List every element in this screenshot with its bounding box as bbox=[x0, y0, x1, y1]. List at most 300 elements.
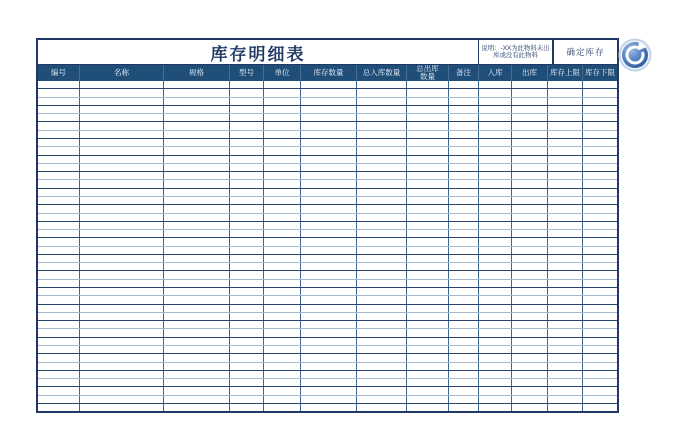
table-cell[interactable] bbox=[583, 321, 617, 328]
table-cell[interactable] bbox=[357, 255, 407, 262]
table-cell[interactable] bbox=[512, 147, 548, 154]
table-cell[interactable] bbox=[38, 379, 80, 386]
table-cell[interactable] bbox=[38, 164, 80, 171]
table-cell[interactable] bbox=[407, 222, 449, 229]
table-cell[interactable] bbox=[357, 371, 407, 378]
table-cell[interactable] bbox=[38, 354, 80, 361]
table-cell[interactable] bbox=[264, 189, 301, 196]
table-cell[interactable] bbox=[407, 346, 449, 353]
table-cell[interactable] bbox=[38, 114, 80, 121]
table-cell[interactable] bbox=[548, 214, 583, 221]
table-cell[interactable] bbox=[548, 222, 583, 229]
table-cell[interactable] bbox=[38, 329, 80, 336]
table-cell[interactable] bbox=[164, 313, 230, 320]
table-cell[interactable] bbox=[357, 180, 407, 187]
table-cell[interactable] bbox=[80, 387, 164, 394]
table-cell[interactable] bbox=[479, 81, 512, 88]
table-cell[interactable] bbox=[449, 329, 479, 336]
table-cell[interactable] bbox=[583, 197, 617, 204]
table-cell[interactable] bbox=[583, 164, 617, 171]
table-cell[interactable] bbox=[583, 222, 617, 229]
table-cell[interactable] bbox=[407, 321, 449, 328]
table-cell[interactable] bbox=[230, 379, 264, 386]
table-cell[interactable] bbox=[449, 296, 479, 303]
table-cell[interactable] bbox=[38, 321, 80, 328]
table-cell[interactable] bbox=[449, 313, 479, 320]
table-cell[interactable] bbox=[449, 89, 479, 96]
table-cell[interactable] bbox=[548, 180, 583, 187]
table-cell[interactable] bbox=[583, 329, 617, 336]
table-cell[interactable] bbox=[264, 180, 301, 187]
table-cell[interactable] bbox=[80, 189, 164, 196]
table-cell[interactable] bbox=[449, 338, 479, 345]
table-cell[interactable] bbox=[548, 379, 583, 386]
table-cell[interactable] bbox=[301, 404, 357, 411]
table-cell[interactable] bbox=[357, 379, 407, 386]
table-cell[interactable] bbox=[264, 387, 301, 394]
table-cell[interactable] bbox=[479, 338, 512, 345]
table-cell[interactable] bbox=[230, 363, 264, 370]
table-cell[interactable] bbox=[548, 387, 583, 394]
table-cell[interactable] bbox=[479, 205, 512, 212]
table-cell[interactable] bbox=[548, 363, 583, 370]
table-cell[interactable] bbox=[407, 338, 449, 345]
table-cell[interactable] bbox=[407, 255, 449, 262]
table-cell[interactable] bbox=[407, 288, 449, 295]
table-cell[interactable] bbox=[449, 305, 479, 312]
table-cell[interactable] bbox=[449, 214, 479, 221]
table-cell[interactable] bbox=[264, 139, 301, 146]
table-cell[interactable] bbox=[357, 263, 407, 270]
table-cell[interactable] bbox=[548, 296, 583, 303]
table-cell[interactable] bbox=[449, 205, 479, 212]
table-cell[interactable] bbox=[164, 296, 230, 303]
table-cell[interactable] bbox=[407, 189, 449, 196]
table-cell[interactable] bbox=[264, 363, 301, 370]
table-cell[interactable] bbox=[80, 305, 164, 312]
table-cell[interactable] bbox=[357, 131, 407, 138]
table-cell[interactable] bbox=[230, 230, 264, 237]
table-cell[interactable] bbox=[548, 139, 583, 146]
table-cell[interactable] bbox=[164, 189, 230, 196]
table-cell[interactable] bbox=[583, 379, 617, 386]
table-cell[interactable] bbox=[357, 313, 407, 320]
table-cell[interactable] bbox=[583, 205, 617, 212]
table-cell[interactable] bbox=[479, 255, 512, 262]
table-cell[interactable] bbox=[80, 222, 164, 229]
table-cell[interactable] bbox=[479, 222, 512, 229]
table-cell[interactable] bbox=[357, 280, 407, 287]
table-cell[interactable] bbox=[357, 329, 407, 336]
table-cell[interactable] bbox=[301, 255, 357, 262]
table-cell[interactable] bbox=[301, 147, 357, 154]
table-cell[interactable] bbox=[264, 81, 301, 88]
table-cell[interactable] bbox=[512, 338, 548, 345]
table-cell[interactable] bbox=[264, 346, 301, 353]
table-cell[interactable] bbox=[548, 197, 583, 204]
table-cell[interactable] bbox=[264, 238, 301, 245]
table-cell[interactable] bbox=[357, 147, 407, 154]
table-cell[interactable] bbox=[548, 205, 583, 212]
table-cell[interactable] bbox=[301, 89, 357, 96]
table-cell[interactable] bbox=[357, 81, 407, 88]
table-cell[interactable] bbox=[449, 122, 479, 129]
table-cell[interactable] bbox=[164, 354, 230, 361]
table-cell[interactable] bbox=[357, 197, 407, 204]
table-cell[interactable] bbox=[264, 305, 301, 312]
table-cell[interactable] bbox=[301, 139, 357, 146]
table-cell[interactable] bbox=[548, 247, 583, 254]
table-cell[interactable] bbox=[512, 131, 548, 138]
table-cell[interactable] bbox=[230, 346, 264, 353]
table-cell[interactable] bbox=[38, 172, 80, 179]
table-cell[interactable] bbox=[230, 106, 264, 113]
table-cell[interactable] bbox=[407, 296, 449, 303]
table-cell[interactable] bbox=[164, 255, 230, 262]
table-cell[interactable] bbox=[80, 238, 164, 245]
table-cell[interactable] bbox=[449, 98, 479, 105]
table-cell[interactable] bbox=[38, 147, 80, 154]
table-cell[interactable] bbox=[230, 387, 264, 394]
table-cell[interactable] bbox=[301, 238, 357, 245]
table-cell[interactable] bbox=[583, 387, 617, 394]
table-cell[interactable] bbox=[407, 238, 449, 245]
table-cell[interactable] bbox=[301, 305, 357, 312]
table-cell[interactable] bbox=[512, 280, 548, 287]
table-cell[interactable] bbox=[449, 263, 479, 270]
table-cell[interactable] bbox=[479, 313, 512, 320]
table-cell[interactable] bbox=[449, 354, 479, 361]
table-cell[interactable] bbox=[301, 263, 357, 270]
table-cell[interactable] bbox=[357, 296, 407, 303]
table-cell[interactable] bbox=[479, 230, 512, 237]
table-cell[interactable] bbox=[164, 180, 230, 187]
table-cell[interactable] bbox=[38, 81, 80, 88]
table-cell[interactable] bbox=[548, 238, 583, 245]
table-cell[interactable] bbox=[164, 263, 230, 270]
table-cell[interactable] bbox=[407, 205, 449, 212]
table-cell[interactable] bbox=[548, 396, 583, 403]
table-cell[interactable] bbox=[512, 114, 548, 121]
table-cell[interactable] bbox=[479, 214, 512, 221]
table-cell[interactable] bbox=[407, 404, 449, 411]
table-cell[interactable] bbox=[449, 255, 479, 262]
table-cell[interactable] bbox=[407, 396, 449, 403]
table-cell[interactable] bbox=[449, 222, 479, 229]
table-cell[interactable] bbox=[479, 180, 512, 187]
table-cell[interactable] bbox=[80, 106, 164, 113]
table-cell[interactable] bbox=[449, 238, 479, 245]
table-cell[interactable] bbox=[357, 404, 407, 411]
table-cell[interactable] bbox=[264, 214, 301, 221]
table-cell[interactable] bbox=[583, 180, 617, 187]
table-cell[interactable] bbox=[164, 305, 230, 312]
table-cell[interactable] bbox=[80, 296, 164, 303]
table-cell[interactable] bbox=[230, 180, 264, 187]
table-cell[interactable] bbox=[230, 313, 264, 320]
table-cell[interactable] bbox=[449, 114, 479, 121]
table-cell[interactable] bbox=[449, 156, 479, 163]
table-cell[interactable] bbox=[38, 396, 80, 403]
table-cell[interactable] bbox=[583, 247, 617, 254]
table-cell[interactable] bbox=[479, 114, 512, 121]
table-cell[interactable] bbox=[230, 280, 264, 287]
table-cell[interactable] bbox=[512, 396, 548, 403]
table-cell[interactable] bbox=[164, 338, 230, 345]
table-cell[interactable] bbox=[583, 81, 617, 88]
table-cell[interactable] bbox=[164, 131, 230, 138]
table-cell[interactable] bbox=[449, 197, 479, 204]
table-cell[interactable] bbox=[230, 305, 264, 312]
table-cell[interactable] bbox=[357, 354, 407, 361]
table-cell[interactable] bbox=[548, 81, 583, 88]
table-cell[interactable] bbox=[164, 98, 230, 105]
table-cell[interactable] bbox=[479, 263, 512, 270]
table-cell[interactable] bbox=[512, 98, 548, 105]
table-cell[interactable] bbox=[479, 354, 512, 361]
table-cell[interactable] bbox=[449, 271, 479, 278]
table-cell[interactable] bbox=[583, 371, 617, 378]
table-cell[interactable] bbox=[407, 271, 449, 278]
table-cell[interactable] bbox=[80, 139, 164, 146]
table-cell[interactable] bbox=[512, 296, 548, 303]
table-cell[interactable] bbox=[80, 164, 164, 171]
table-cell[interactable] bbox=[548, 305, 583, 312]
table-cell[interactable] bbox=[479, 139, 512, 146]
table-cell[interactable] bbox=[479, 189, 512, 196]
table-cell[interactable] bbox=[548, 288, 583, 295]
table-cell[interactable] bbox=[264, 131, 301, 138]
table-cell[interactable] bbox=[512, 164, 548, 171]
table-cell[interactable] bbox=[164, 122, 230, 129]
table-cell[interactable] bbox=[230, 197, 264, 204]
table-cell[interactable] bbox=[164, 205, 230, 212]
table-cell[interactable] bbox=[449, 81, 479, 88]
table-cell[interactable] bbox=[164, 238, 230, 245]
table-cell[interactable] bbox=[512, 346, 548, 353]
table-cell[interactable] bbox=[583, 263, 617, 270]
table-cell[interactable] bbox=[301, 396, 357, 403]
table-cell[interactable] bbox=[264, 222, 301, 229]
table-cell[interactable] bbox=[38, 139, 80, 146]
table-cell[interactable] bbox=[583, 255, 617, 262]
table-cell[interactable] bbox=[164, 222, 230, 229]
table-cell[interactable] bbox=[357, 222, 407, 229]
table-cell[interactable] bbox=[38, 255, 80, 262]
table-cell[interactable] bbox=[230, 214, 264, 221]
table-cell[interactable] bbox=[479, 106, 512, 113]
table-cell[interactable] bbox=[548, 371, 583, 378]
table-cell[interactable] bbox=[357, 189, 407, 196]
table-cell[interactable] bbox=[230, 114, 264, 121]
table-cell[interactable] bbox=[164, 371, 230, 378]
table-cell[interactable] bbox=[449, 379, 479, 386]
table-cell[interactable] bbox=[230, 329, 264, 336]
table-cell[interactable] bbox=[512, 313, 548, 320]
table-cell[interactable] bbox=[230, 238, 264, 245]
table-cell[interactable] bbox=[264, 280, 301, 287]
table-cell[interactable] bbox=[357, 305, 407, 312]
table-cell[interactable] bbox=[512, 288, 548, 295]
table-cell[interactable] bbox=[80, 271, 164, 278]
table-cell[interactable] bbox=[583, 280, 617, 287]
table-cell[interactable] bbox=[230, 404, 264, 411]
table-cell[interactable] bbox=[357, 114, 407, 121]
table-cell[interactable] bbox=[512, 404, 548, 411]
table-cell[interactable] bbox=[301, 296, 357, 303]
table-cell[interactable] bbox=[301, 387, 357, 394]
table-cell[interactable] bbox=[512, 172, 548, 179]
table-cell[interactable] bbox=[512, 106, 548, 113]
table-cell[interactable] bbox=[479, 404, 512, 411]
table-cell[interactable] bbox=[164, 139, 230, 146]
table-cell[interactable] bbox=[479, 164, 512, 171]
table-cell[interactable] bbox=[164, 363, 230, 370]
table-cell[interactable] bbox=[80, 396, 164, 403]
table-cell[interactable] bbox=[264, 255, 301, 262]
table-cell[interactable] bbox=[80, 280, 164, 287]
table-cell[interactable] bbox=[407, 371, 449, 378]
table-cell[interactable] bbox=[301, 164, 357, 171]
table-cell[interactable] bbox=[512, 247, 548, 254]
table-cell[interactable] bbox=[512, 156, 548, 163]
table-cell[interactable] bbox=[164, 321, 230, 328]
refresh-button[interactable] bbox=[617, 37, 653, 73]
table-cell[interactable] bbox=[407, 139, 449, 146]
table-cell[interactable] bbox=[80, 172, 164, 179]
table-cell[interactable] bbox=[357, 230, 407, 237]
table-cell[interactable] bbox=[449, 189, 479, 196]
table-cell[interactable] bbox=[264, 205, 301, 212]
table-cell[interactable] bbox=[38, 238, 80, 245]
table-cell[interactable] bbox=[301, 122, 357, 129]
table-cell[interactable] bbox=[264, 114, 301, 121]
table-cell[interactable] bbox=[479, 280, 512, 287]
table-cell[interactable] bbox=[583, 172, 617, 179]
table-cell[interactable] bbox=[230, 156, 264, 163]
table-cell[interactable] bbox=[164, 280, 230, 287]
table-cell[interactable] bbox=[357, 156, 407, 163]
table-cell[interactable] bbox=[479, 305, 512, 312]
table-cell[interactable] bbox=[264, 263, 301, 270]
table-cell[interactable] bbox=[357, 338, 407, 345]
table-cell[interactable] bbox=[583, 147, 617, 154]
table-cell[interactable] bbox=[264, 329, 301, 336]
table-cell[interactable] bbox=[479, 371, 512, 378]
table-cell[interactable] bbox=[357, 122, 407, 129]
table-cell[interactable] bbox=[38, 89, 80, 96]
table-cell[interactable] bbox=[164, 106, 230, 113]
table-cell[interactable] bbox=[583, 346, 617, 353]
table-cell[interactable] bbox=[38, 247, 80, 254]
table-cell[interactable] bbox=[583, 305, 617, 312]
table-cell[interactable] bbox=[38, 197, 80, 204]
table-cell[interactable] bbox=[264, 230, 301, 237]
table-cell[interactable] bbox=[80, 131, 164, 138]
table-cell[interactable] bbox=[512, 205, 548, 212]
table-cell[interactable] bbox=[479, 197, 512, 204]
table-cell[interactable] bbox=[230, 98, 264, 105]
table-cell[interactable] bbox=[479, 321, 512, 328]
table-cell[interactable] bbox=[407, 147, 449, 154]
table-cell[interactable] bbox=[38, 371, 80, 378]
table-cell[interactable] bbox=[301, 131, 357, 138]
table-cell[interactable] bbox=[583, 89, 617, 96]
table-cell[interactable] bbox=[512, 122, 548, 129]
table-cell[interactable] bbox=[357, 288, 407, 295]
table-cell[interactable] bbox=[407, 387, 449, 394]
table-cell[interactable] bbox=[479, 271, 512, 278]
table-cell[interactable] bbox=[301, 363, 357, 370]
table-cell[interactable] bbox=[407, 247, 449, 254]
table-cell[interactable] bbox=[512, 354, 548, 361]
table-cell[interactable] bbox=[407, 122, 449, 129]
table-cell[interactable] bbox=[301, 214, 357, 221]
table-cell[interactable] bbox=[264, 371, 301, 378]
table-cell[interactable] bbox=[479, 156, 512, 163]
table-cell[interactable] bbox=[301, 313, 357, 320]
table-cell[interactable] bbox=[301, 222, 357, 229]
table-cell[interactable] bbox=[407, 106, 449, 113]
table-cell[interactable] bbox=[548, 346, 583, 353]
table-cell[interactable] bbox=[512, 271, 548, 278]
table-cell[interactable] bbox=[583, 189, 617, 196]
table-cell[interactable] bbox=[38, 363, 80, 370]
table-cell[interactable] bbox=[301, 180, 357, 187]
table-cell[interactable] bbox=[264, 338, 301, 345]
table-cell[interactable] bbox=[583, 156, 617, 163]
table-cell[interactable] bbox=[38, 288, 80, 295]
table-cell[interactable] bbox=[80, 255, 164, 262]
table-cell[interactable] bbox=[449, 131, 479, 138]
table-cell[interactable] bbox=[449, 371, 479, 378]
table-cell[interactable] bbox=[479, 329, 512, 336]
table-cell[interactable] bbox=[301, 379, 357, 386]
table-cell[interactable] bbox=[583, 338, 617, 345]
table-cell[interactable] bbox=[407, 89, 449, 96]
table-cell[interactable] bbox=[512, 214, 548, 221]
table-cell[interactable] bbox=[449, 180, 479, 187]
table-cell[interactable] bbox=[301, 189, 357, 196]
table-cell[interactable] bbox=[264, 379, 301, 386]
table-cell[interactable] bbox=[512, 255, 548, 262]
table-cell[interactable] bbox=[164, 387, 230, 394]
table-cell[interactable] bbox=[512, 222, 548, 229]
table-cell[interactable] bbox=[80, 247, 164, 254]
table-cell[interactable] bbox=[230, 354, 264, 361]
table-cell[interactable] bbox=[264, 147, 301, 154]
table-cell[interactable] bbox=[548, 280, 583, 287]
table-cell[interactable] bbox=[479, 296, 512, 303]
table-cell[interactable] bbox=[583, 396, 617, 403]
table-cell[interactable] bbox=[230, 81, 264, 88]
table-cell[interactable] bbox=[164, 346, 230, 353]
table-cell[interactable] bbox=[230, 205, 264, 212]
table-cell[interactable] bbox=[357, 247, 407, 254]
table-cell[interactable] bbox=[512, 139, 548, 146]
table-cell[interactable] bbox=[548, 98, 583, 105]
table-cell[interactable] bbox=[301, 230, 357, 237]
table-cell[interactable] bbox=[230, 371, 264, 378]
table-cell[interactable] bbox=[357, 89, 407, 96]
table-cell[interactable] bbox=[357, 387, 407, 394]
table-cell[interactable] bbox=[357, 214, 407, 221]
table-cell[interactable] bbox=[80, 156, 164, 163]
table-cell[interactable] bbox=[264, 89, 301, 96]
table-cell[interactable] bbox=[230, 89, 264, 96]
table-cell[interactable] bbox=[264, 122, 301, 129]
table-cell[interactable] bbox=[479, 387, 512, 394]
